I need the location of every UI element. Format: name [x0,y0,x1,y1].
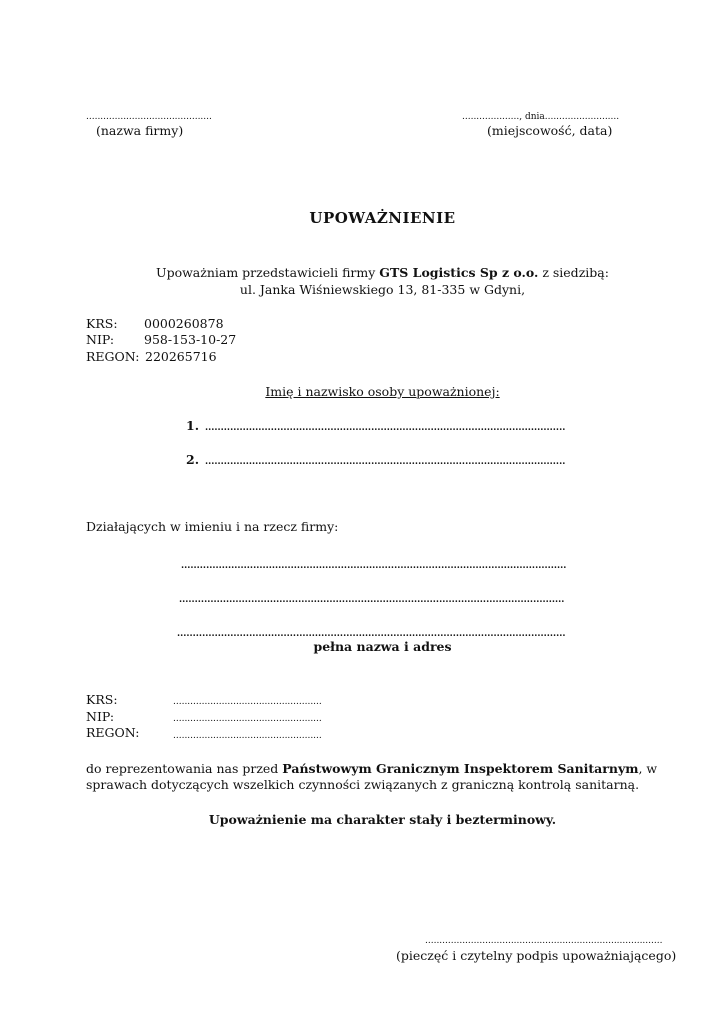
company-regon-label: REGON: [86,349,140,364]
client-name-line-1[interactable]: ........................................................................................................................... [181,561,567,571]
representation-suffix: , w [638,761,658,776]
company-krs [86,316,224,332]
client-name-line-2[interactable]: ........................................................................................................................... [179,595,565,605]
client-name-caption: pełna nazwa i adres [313,639,452,654]
representation-line-1 [86,761,657,777]
client-name-line-3[interactable]: ............................................................................................................................ [177,629,566,639]
document-title: UPOWAŻNIENIE [309,209,456,227]
client-regon-label: REGON: [86,725,140,740]
company-nip-value: 958-153-10-27 [144,332,237,347]
client-regon-line[interactable]: .................................................... [173,731,322,741]
client-krs-line[interactable]: .................................................... [173,697,322,707]
company-name-line: ............................................ [86,112,212,122]
intro-prefix: Upoważniam przedstawicieli firmy [156,265,380,280]
person-1-number: 1. [186,418,200,433]
signature-line[interactable]: ................................................................................... [425,936,663,946]
intro-company: GTS Logistics Sp z o.o. [379,265,539,280]
representation-prefix: do reprezentowania nas przed [86,761,283,776]
company-nip [86,332,236,348]
persons-heading: Imię i nazwisko osoby upoważnionej: [265,384,500,399]
intro-line [0,265,725,281]
permanent-note: Upoważnienie ma charakter stały i bezterminowy. [208,812,557,827]
representation-authority: Państwowym Granicznym Inspektorem Sanitarnym [282,761,639,776]
person-1-line[interactable]: ................................................................................................................... [205,423,566,433]
signature-label: (pieczęć i czytelny podpis upoważniającego) [396,948,677,963]
company-regon-value: 220265716 [145,349,217,364]
client-nip-line[interactable]: .................................................... [173,714,322,724]
place-date-line: ...................., dnia.......................... [462,112,620,122]
intro-suffix: z siedzibą: [538,265,609,280]
intro-address: ul. Janka Wiśniewskiego 13, 81-335 w Gdyni, [239,282,526,297]
company-krs-label: KRS: [86,316,118,331]
client-krs-label: KRS: [86,692,118,707]
client-nip-label: NIP: [86,709,115,724]
company-nip-label: NIP: [86,332,115,347]
person-2-number: 2. [186,452,200,467]
place-date-label: (miejscowość, data) [487,123,613,138]
person-2-line[interactable]: ................................................................................................................... [205,457,566,467]
representation-line-2: sprawach dotyczących wszelkich czynności związanych z graniczną kontrolą sanitarną. [86,777,640,792]
company-krs-value: 0000260878 [144,316,224,331]
company-regon [86,349,217,365]
company-name-label: (nazwa firmy) [96,123,184,138]
acting-label: Działających w imieniu i na rzecz firmy: [86,519,339,534]
